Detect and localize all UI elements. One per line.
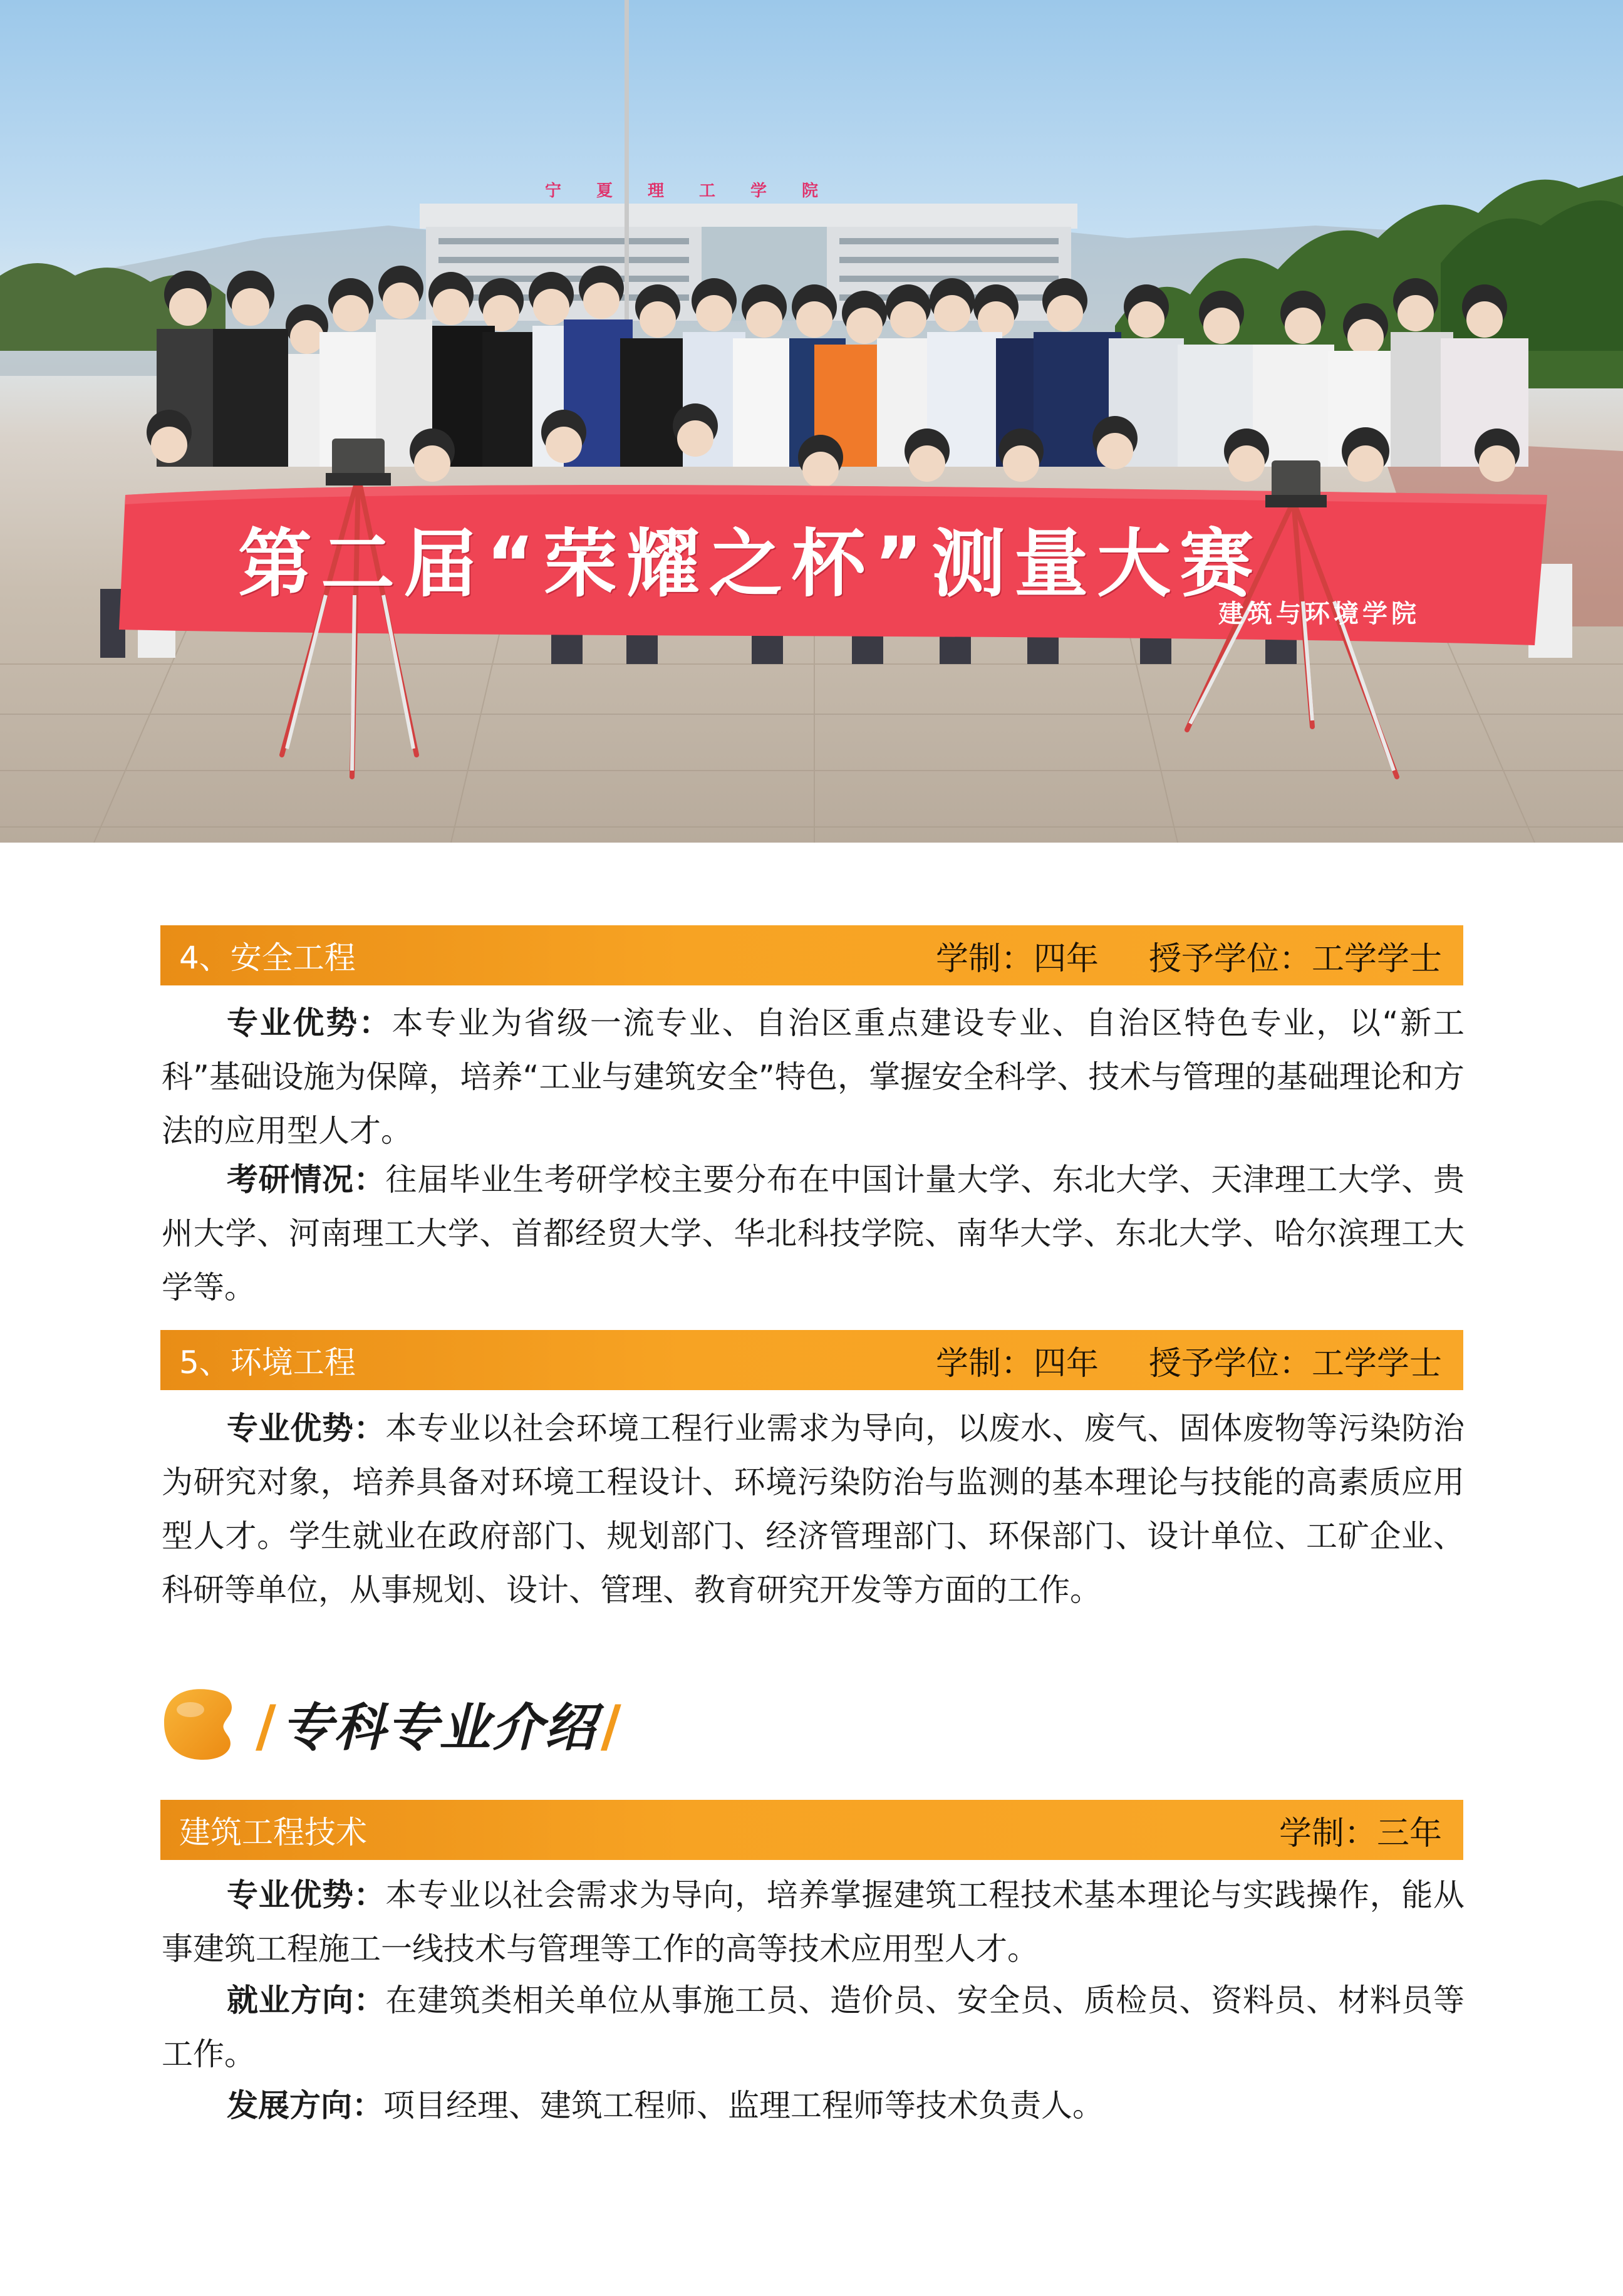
section-meta	[1279, 1807, 1442, 1854]
section-meta	[936, 932, 1442, 979]
section-meta	[936, 1337, 1442, 1384]
duration-label: 学制：三年	[1278, 1814, 1442, 1852]
section-bar-environmental-engineering	[160, 1330, 1463, 1390]
slash-decoration: /	[256, 1693, 277, 1759]
paragraph-graduate-study	[162, 1153, 1465, 1314]
paragraph-label: 专业优势：	[227, 1410, 386, 1447]
paragraph-text: 往届毕业生考研学校主要分布在中国计量大学、东北大学、天津理工大学、贵州大学、河南理工大学、首都经贸大学、华北科技学院、南华大学、东北大学、哈尔滨理工大学等。	[162, 1161, 1465, 1306]
orange-blob-icon	[158, 1682, 239, 1764]
junior-college-heading	[158, 1682, 722, 1770]
degree-label: 授予学位：工学学士	[1148, 1344, 1442, 1383]
slash-decoration: /	[600, 1693, 623, 1759]
banner-subtitle: 建筑与环境学院	[1218, 600, 1420, 628]
duration-label: 学制：四年	[935, 940, 1099, 978]
paragraph-label: 专业优势：	[227, 1877, 386, 1913]
group-photo	[0, 0, 1623, 843]
section-title: 建筑工程技术	[179, 1814, 367, 1851]
paragraph-text: 项目经理、建筑工程师、监理工程师等技术负责人。	[383, 2087, 1104, 2124]
section-title: 4、安全工程	[179, 940, 356, 976]
degree-label: 授予学位：工学学士	[1148, 940, 1442, 978]
section-bar-construction-tech	[160, 1800, 1463, 1860]
banner-title: 第二届“荣耀之杯”测量大赛	[238, 521, 1263, 607]
paragraph-text: 本专业为省级一流专业、自治区重点建设专业、自治区特色专业，以“新工科”基础设施为保障，培养“工业与建筑安全”特色，掌握安全科学、技术与管理的基础理论和方法的应用型人才。	[162, 1005, 1465, 1149]
duration-label: 学制：四年	[935, 1344, 1099, 1383]
heading-text-wrap	[252, 1687, 626, 1760]
photo-scene	[0, 0, 1623, 843]
heading-title: 专科专业介绍	[281, 1698, 597, 1758]
paragraph-text: 本专业以社会需求为导向，培养掌握建筑工程技术基本理论与实践操作，能从事建筑工程施工一线技术与管理等工作的高等技术应用型人才。	[162, 1877, 1465, 1967]
paragraph-label: 专业优势：	[227, 1005, 392, 1041]
paragraph-advantage	[162, 1868, 1465, 1976]
section-bar-safety-engineering	[160, 925, 1463, 985]
paragraph-advantage	[162, 1401, 1465, 1617]
paragraph-label: 考研情况：	[227, 1161, 386, 1198]
section-title: 5、环境工程	[179, 1344, 356, 1381]
paragraph-text: 本专业以社会环境工程行业需求为导向，以废水、废气、固体废物等污染防治为研究对象，培养具备对环境工程设计、环境污染防治与监测的基本理论与技能的高素质应用型人才。学生就业在政府部门、规划部门、经济管理部门、环保部门、设计单位、工矿企业、科研等单位，从事规划、设计、管理、教育研究开发等方面的工作。	[162, 1410, 1465, 1608]
paragraph-advantage	[162, 996, 1465, 1158]
paragraph-text: 在建筑类相关单位从事施工员、造价员、安全员、质检员、资料员、材料员等工作。	[162, 1982, 1465, 2072]
paragraph-development	[162, 2079, 1465, 2132]
paragraph-employment	[162, 1973, 1465, 2081]
paragraph-label: 就业方向：	[227, 1982, 386, 2018]
campus-sign: 宁夏理工学院	[545, 182, 854, 200]
paragraph-label: 发展方向：	[227, 2087, 383, 2124]
